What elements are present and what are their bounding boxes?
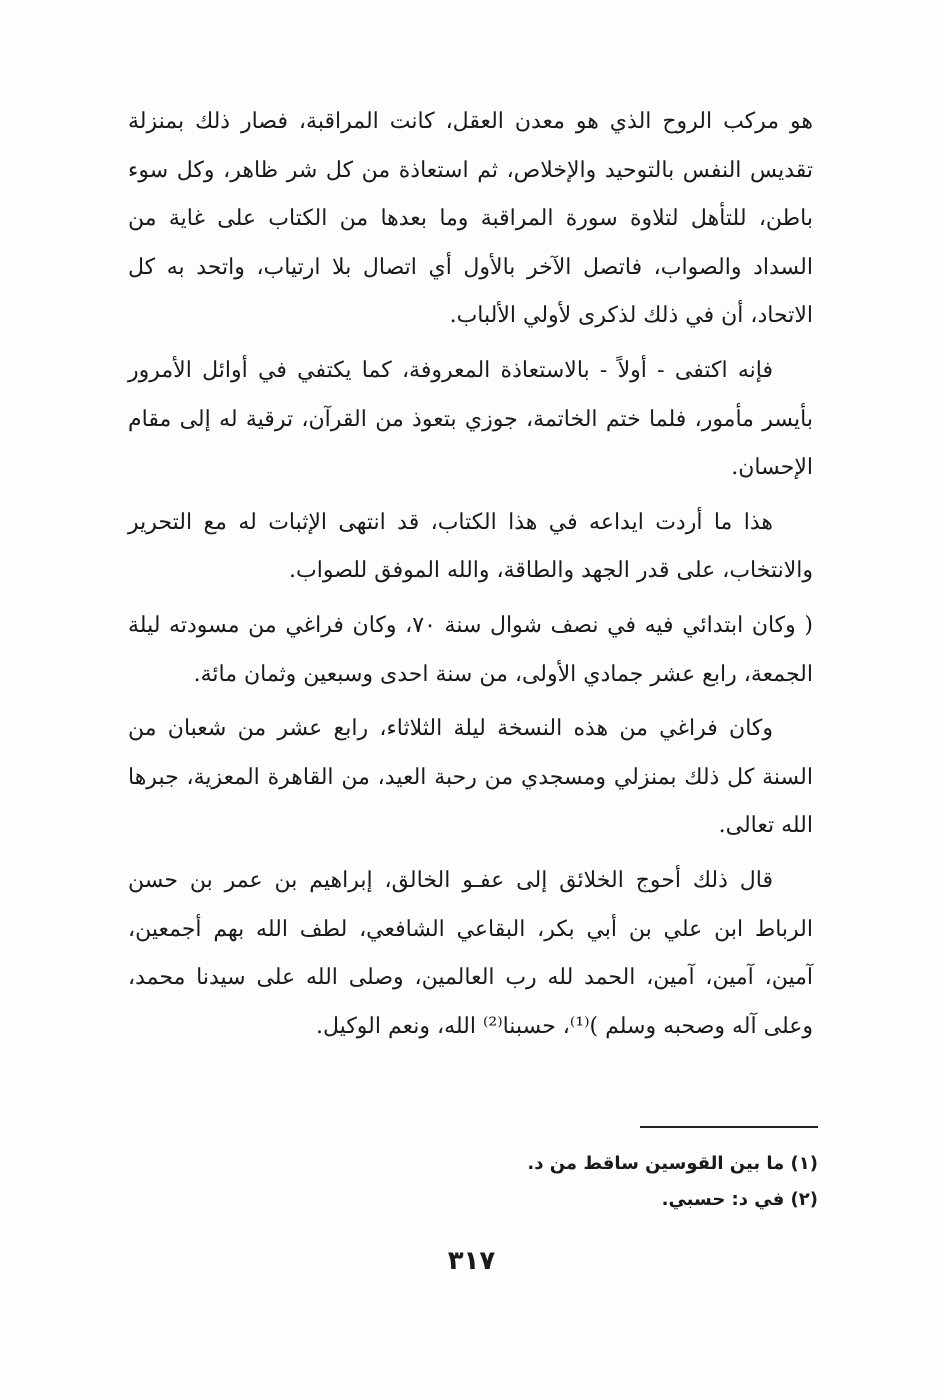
footnote-2: (٢) في د: حسبي.: [661, 1189, 818, 1210]
paragraph-1: هو مركب الروح الذي هو معدن العقل، كانت المراقبة، فصار ذلك بمنزلة تقديس النفس بالتوحيد والإخلاص، ثم استعاذة من كل شر ظاهر، وكل سوء باطن، للتأهل لتلاوة سورة المراقبة وما بعدها من الكتاب على غاية من السداد والصواب، فاتصل الآخر بالأول أي اتصال بلا ارتياب، واتحد به كل الاتحاد، أن في ذلك لذكرى لأولي الألباب.: [128, 109, 813, 329]
footnote-divider: [640, 1126, 818, 1128]
main-text: [128, 98, 813, 1057]
paragraph-3: هذا ما أردت ايداعه في هذا الكتاب، قد انتهى الإثبات له مع التحرير والانتخاب، على قدر الجهد والطاقة، والله الموفق للصواب.: [128, 509, 813, 584]
footnote-1: (١) ما بين القوسين ساقط من د.: [527, 1153, 818, 1174]
page-number: ٣١٧: [447, 1246, 496, 1276]
footnotes: [300, 1146, 818, 1218]
paragraph-4: ( وكان ابتدائي فيه في نصف شوال سنة ٧٠، وكان فراغي من مسودته ليلة الجمعة، رابع عشر جمادي الأولى، من سنة احدى وسبعين وثمان مائة.: [128, 612, 813, 687]
paragraph-5: وكان فراغي من هذه النسخة ليلة الثلاثاء، رابع عشر من شعبان من السنة كل ذلك بمنزلي ومسجدي من رحبة العيد، من القاهرة المعزية، جبرها الله تعالى.: [128, 716, 813, 839]
paragraph-6: قال ذلك أحوج الخلائق إلى عفـو الخالق، إبراهيم بن عمر بن حسن الرباط ابن علي بن أبي بكر، البقاعي الشافعي، لطف الله بهم أجمعين، آمين، آمين، آمين، الحمد لله رب العالمين، وصلى الله على سيدنا محمد، وعلى آله وصحبه وسلم )⁽¹⁾، حسبنا⁽²⁾ الله، ونعم الوكيل.: [128, 867, 813, 1039]
paragraph-2: فإنه اكتفى - أولاً - بالاستعاذة المعروفة، كما يكتفي في أوائل الأمرور بأيسر مأمور، فلما ختم الخاتمة، جوزي بتعوذ من القرآن، ترقية له إلى مقام الإحسان.: [128, 357, 813, 481]
